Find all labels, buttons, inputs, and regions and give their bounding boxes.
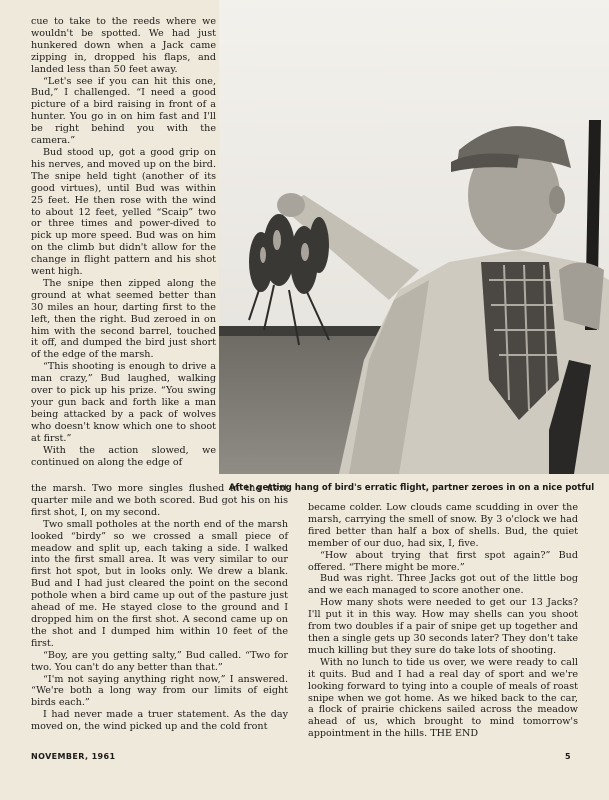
paragraph: became colder. Low clouds came scudding in over the marsh, carrying the smell of snow. By 3 o'clock we had fired better than half a box of shells. Bud, the quiet member of our duo, had six, I, five. bbox=[308, 502, 578, 549]
page-number: 5 bbox=[565, 752, 571, 761]
hunter-photo bbox=[219, 0, 609, 474]
paragraph: “I'm not saying anything right now,” I answered. “We're both a long way from our limits of eight birds each.” bbox=[31, 673, 288, 709]
paragraph: “This shooting is enough to drive a man crazy,” Bud laughed, walking over to pick up his prize. “You swing your gun back and forth like a man being attacked by a pack of wolves who doesn't know which one to shoot at first.” bbox=[31, 361, 216, 444]
footer-date: NOVEMBER, 1961 bbox=[31, 752, 116, 761]
paragraph: How many shots were needed to get our 13 Jacks? I'll put it in this way. How may shells can you shoot from two doubles if a pair of snipe get up together and then a single gets up 30 seconds later? They don't take much killing but they sure do take lots of shooting. bbox=[308, 597, 578, 656]
paragraph: “How about trying that first spot again?” Bud offered. “There might be more.” bbox=[308, 549, 578, 573]
paragraph: Bud stood up, got a good grip on his nerves, and moved up on the bird. The snipe held tight (another of its good virtues), until Bud was within 25 feet. He then rose with the wind to about 12 feet, yelled “Scaip” two or three times and power-dived to pick up more speed. Bud was on him on the climb but didn't allow for the change in flight pattern and his shot went high. bbox=[31, 146, 216, 278]
paragraph: The snipe then zipped along the ground at what seemed better than 30 miles an hour, darting first to the left, then the right. Bud zeroed in on him with the second barrel, touched it off, and dumped the bird just short of the edge of the marsh. bbox=[31, 277, 216, 361]
paragraph: Bud was right. Three Jacks got out of the little bog and we each managed to score another one. bbox=[308, 573, 578, 597]
paragraph: the marsh. Two more singles flushed in the next quarter mile and we both scored. Bud got his on his first shot, I, on my second. bbox=[31, 483, 288, 518]
hunter-photo-illustration bbox=[219, 0, 609, 474]
paragraph: With the action slowed, we continued on along the edge of bbox=[31, 444, 216, 468]
paragraph: I had never made a truer statement. As the day moved on, the wind picked up and the cold front bbox=[31, 709, 288, 733]
left-column-top bbox=[31, 16, 216, 468]
photo-caption: After getting hang of bird's erratic flight, partner zeroes in on a nice potful bbox=[228, 483, 595, 493]
left-column-bottom bbox=[31, 483, 288, 733]
paragraph: With no lunch to tide us over, we were ready to call it quits. Bud and I had a real day of sport and we're looking forward to tying into a couple of meals of roast snipe when we got home. As we hiked back to the car, a flock of prairie chickens sailed across the meadow ahead of us, which brought to mind tomorrow's appointment in the hills. THE END bbox=[308, 656, 578, 740]
paragraph: cue to take to the reeds where we wouldn't be spotted. We had just hunkered down when a Jack came zipping in, dropped his flaps, and landed less than 50 feet away. bbox=[31, 16, 216, 75]
right-column-bottom bbox=[308, 502, 578, 740]
paragraph: “Let's see if you can hit this one, Bud,” I challenged. “I need a good picture of a bird raising in front of a hunter. You go in on him fast and I'll be right behind you with the camera.” bbox=[31, 75, 216, 147]
paragraph: Two small potholes at the north end of the marsh looked “birdy” so we crossed a small piece of meadow and split up, each taking a side. I walked into the first small area. It was very similar to our first hot spot, but in looks only. We drew a blank. Bud and I had just cleared the point on the second pothole when a bird came up out of the pasture just ahead of me. He stayed close to the ground and I dropped him on the first shot. A second came up on the shot and I dumped him within 10 feet of the first. bbox=[31, 518, 288, 649]
paragraph: “Boy, are you getting salty,” Bud called. “Two for two. You can't do any better than that.” bbox=[31, 649, 288, 673]
